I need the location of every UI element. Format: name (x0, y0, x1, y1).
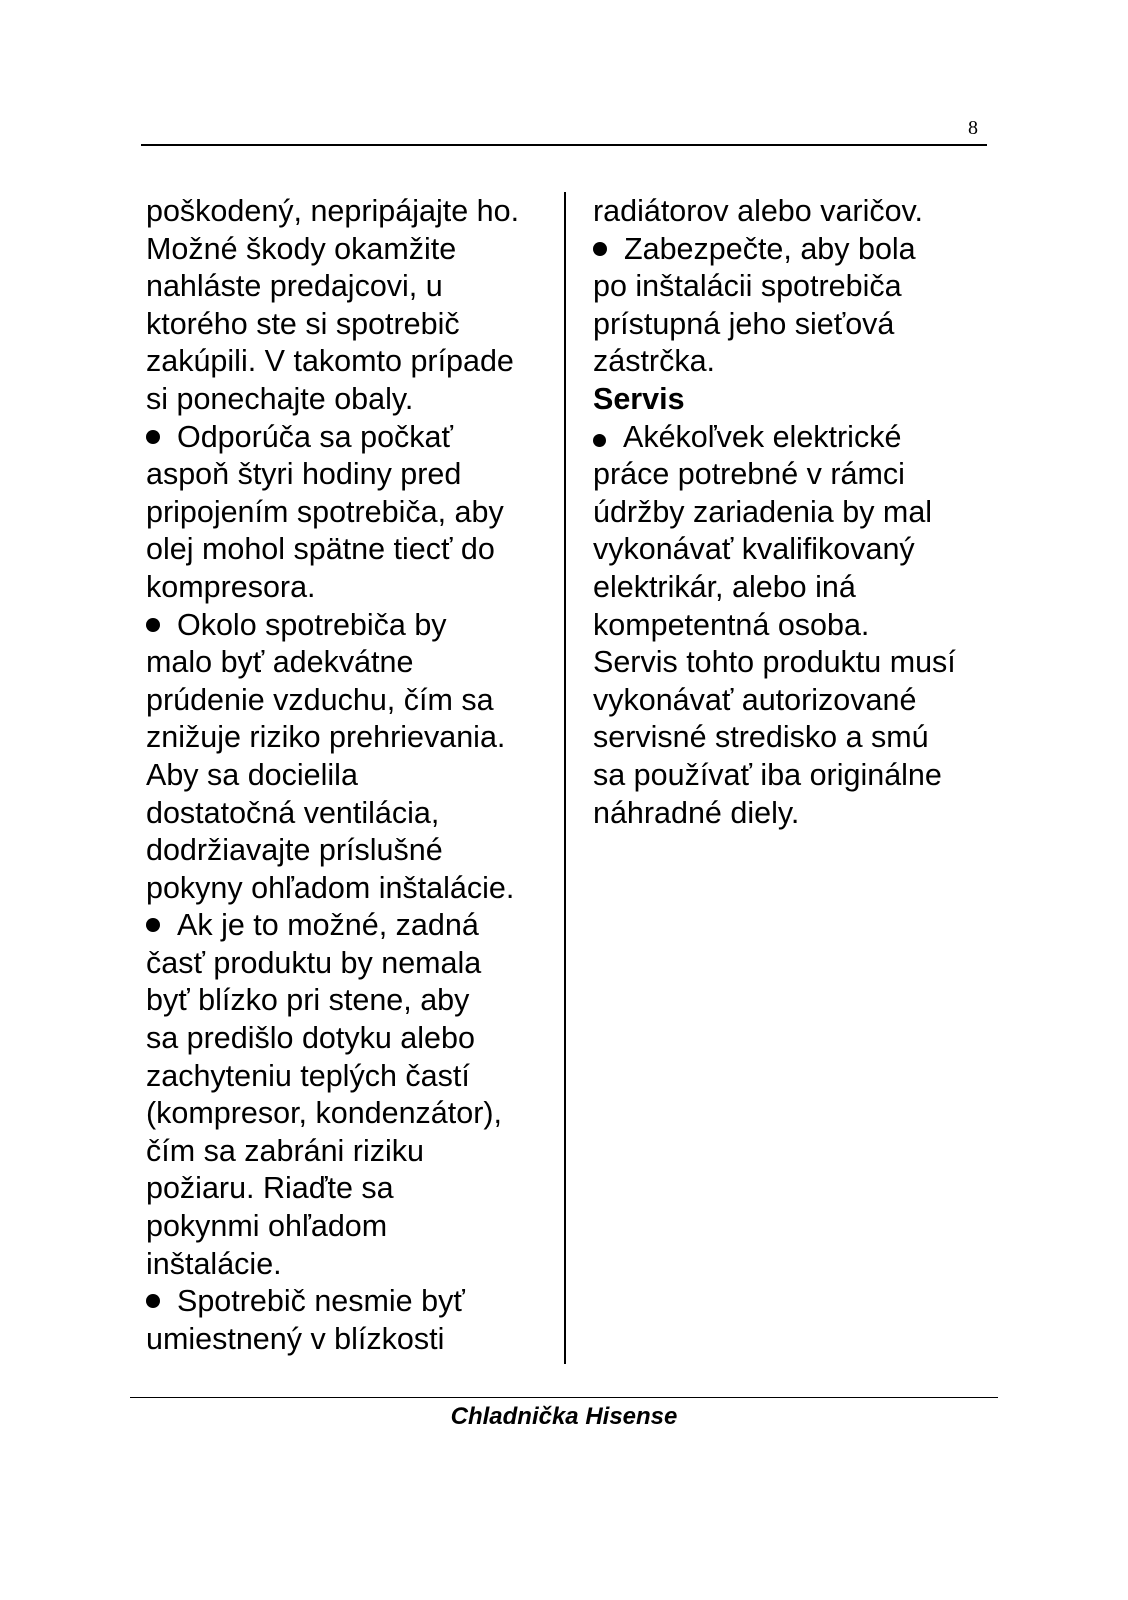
text-line: inštalácie. (146, 1246, 282, 1281)
bullet-line (593, 419, 993, 457)
text-line: dodržiavajte príslušné (146, 833, 443, 868)
text-line: časť produktu by nemala (146, 945, 482, 980)
text-line: aspoň štyri hodiny pred (146, 457, 462, 492)
text-line: zástrčka. (593, 344, 716, 379)
bullet-line (146, 607, 546, 645)
text-line: prístupná jeho sieťová (593, 306, 895, 341)
bullet-text: Zabezpečte, aby bola (624, 231, 916, 266)
text-line: znižuje riziko prehrievania. (146, 720, 506, 755)
header-rule (141, 144, 987, 146)
footer-title: Chladnička Hisense (450, 1403, 678, 1430)
bullet-text: Spotrebič nesmie byť (177, 1284, 465, 1319)
bullet-text: Ak je to možné, zadná (177, 908, 479, 943)
text-line: pokynmi ohľadom (146, 1209, 388, 1244)
text-line: náhradné diely. (593, 795, 800, 830)
text-line: kompetentná osoba. (593, 607, 870, 642)
text-line: umiestnený v blízkosti (146, 1321, 445, 1356)
text-line: zachyteniu teplých častí (146, 1058, 470, 1093)
text-line: elektrikár, alebo iná (593, 569, 856, 604)
bullet-icon (146, 1294, 160, 1308)
text-line: prúdenie vzduchu, čím sa (146, 682, 494, 717)
bullet-icon (146, 430, 160, 444)
footer-rule (130, 1397, 998, 1398)
text-line: požiaru. Riaďte sa (146, 1171, 394, 1206)
bullet-icon (146, 618, 160, 632)
text-line: poškodený, nepripájajte ho. (146, 194, 520, 228)
text-line: malo byť adekvátne (146, 645, 414, 680)
section-heading: Servis (593, 381, 685, 416)
text-line: radiátorov alebo varičov. (593, 194, 924, 228)
bullet-text: Odporúča sa počkať (177, 419, 453, 454)
bullet-icon (593, 242, 607, 256)
text-line: si ponechajte obaly. (146, 381, 414, 416)
text-line: po inštalácii spotrebiča (593, 269, 902, 304)
text-line: sa používať iba originálne (593, 757, 942, 792)
text-line: dostatočná ventilácia, (146, 795, 440, 830)
text-line: sa predišlo dotyku alebo (146, 1021, 475, 1056)
text-line: ktorého ste si spotrebič (146, 306, 460, 341)
left-column (146, 193, 546, 1358)
text-line: práce potrebné v rámci (593, 457, 905, 492)
page-number: 8 (968, 117, 978, 139)
text-line: Servis tohto produktu musí (593, 645, 956, 680)
text-line: (kompresor, kondenzátor), (146, 1096, 502, 1131)
column-divider (564, 192, 566, 1364)
text-line: vykonávať kvalifikovaný (593, 532, 915, 567)
text-line: Možné škody okamžite (146, 231, 457, 266)
text-line: údržby zariadenia by mal (593, 494, 933, 529)
bullet-line (593, 231, 993, 269)
right-column (593, 193, 993, 832)
text-line: pokyny ohľadom inštalácie. (146, 870, 515, 905)
text-line: byť blízko pri stene, aby (146, 983, 470, 1018)
text-line: nahláste predajcovi, u (146, 269, 443, 304)
bullet-icon (593, 434, 606, 447)
bullet-line (146, 907, 546, 945)
bullet-text: Akékoľvek elektrické (623, 419, 902, 454)
bullet-text: Okolo spotrebiča by (177, 607, 447, 642)
text-line: zakúpili. V takomto prípade (146, 344, 514, 379)
bullet-icon (146, 918, 160, 932)
text-line: servisné stredisko a smú (593, 720, 929, 755)
text-line: kompresora. (146, 569, 316, 604)
text-line: olej mohol spätne tiecť do (146, 532, 495, 567)
text-line: vykonávať autorizované (593, 682, 917, 717)
bullet-line (146, 1283, 546, 1321)
bullet-line (146, 419, 546, 457)
text-line: čím sa zabráni riziku (146, 1133, 424, 1168)
text-line: Aby sa docielila (146, 757, 358, 792)
text-line: pripojením spotrebiča, aby (146, 494, 504, 529)
